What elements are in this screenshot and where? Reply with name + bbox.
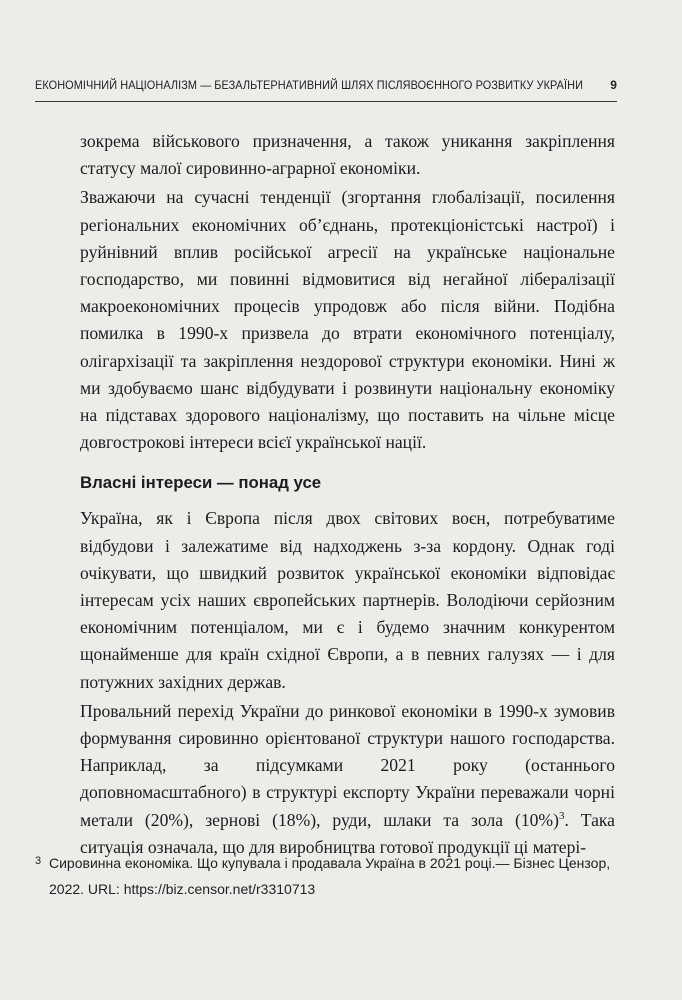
running-head xyxy=(35,78,617,96)
paragraph-continuation: зокрема військового призначення, а також уникання закріплення статусу малої сировинно-аграрної економіки. xyxy=(80,131,615,179)
running-head-title: ЕКОНОМІЧНИЙ НАЦІОНАЛІЗМ — БЕЗАЛЬТЕРНАТИВНИЙ ШЛЯХ ПІСЛЯВОЄННОГО РОЗВИТКУ УКРАЇНИ xyxy=(35,78,583,92)
footnote-mark: 3 xyxy=(35,855,42,867)
paragraph-text: Провальний перехід України до ринкової економіки в 1990-х зумовив формування сировинно орієнтованої структури нашого господарства. Наприклад, за підсумками 2021 року (останнього доповномасштабного) в структурі експорту України переважали чорні метали (20%), зернові (18%), руди, шлаки та зола (10%) xyxy=(80,700,615,830)
paragraph xyxy=(80,698,615,861)
paragraph-text: . Така ситуація означала, що для виробництва готової продукції ці матері- xyxy=(80,809,615,857)
page-number: 9 xyxy=(610,78,617,92)
footnote xyxy=(35,850,617,902)
footnote-text: Сировинна економіка. Що купувала і продавала Україна в 2021 році.— Бізнес Цензор, 2022. URL: https://biz.censor.net/r3310713 xyxy=(49,855,611,897)
paragraph: Зважаючи на сучасні тенденції (згортання глобалізації, посилення регіональних економічних об’єднань, протекціоністські настрої) і руйнівний вплив російської агресії на українське національне господарство, ми повинні відмовитися від негайної лібералізації макроекономічних процесів упродовж або після війни. Подібна помилка в 1990-х призвела до втрати економічного потенціалу, олігархізації та закріплення нездорової структури економіки. Нині ж ми здобуваємо шанс відбудувати і розвинути національну економіку на підставах здорового націоналізму, що поставить на чільне місце довгострокові інтереси всієї української нації. xyxy=(80,187,615,453)
paragraph: Україна, як і Європа після двох світових воєн, потребуватиме відбудови і залежатиме від надходжень з-за кордону. Однак годі очікувати, що швидкий розвиток української економіки відповідає інтересам усіх наших європейських партнерів. Володіючи серйозним економічним потенціалом, ми є і будемо значним конкурентом щонайменше для країн східної Європи, а в певних галузях — і для потужних західних держав. xyxy=(80,508,615,692)
footnote-reference: 3 xyxy=(558,809,565,822)
main-text xyxy=(80,128,615,861)
section-heading: Власні інтереси — понад усе xyxy=(80,473,322,493)
header-rule xyxy=(35,101,617,102)
